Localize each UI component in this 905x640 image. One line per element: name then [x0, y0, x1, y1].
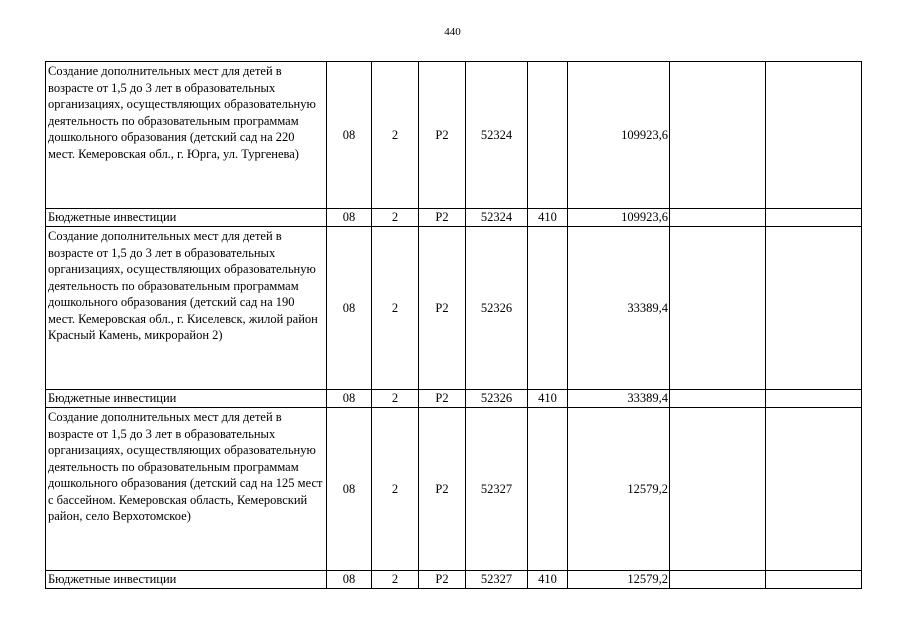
table-row: [46, 227, 862, 390]
empty-cell: [670, 209, 766, 227]
program-code: P2: [419, 62, 466, 209]
table-row: [46, 209, 862, 227]
section-code: 08: [327, 62, 372, 209]
page-number: 440: [444, 26, 461, 38]
row-description: Создание дополнительных мест для детей в возрасте от 1,5 до 3 лет в образовательных организациях, осуществляющих образовательную деятельность по образовательным программам дошкольного образования (детский сад на 190 мест. Кемеровская обл., г. Киселевск, жилой район Красный Камень, микрорайон 2): [46, 227, 327, 390]
budget-table: [45, 61, 862, 589]
empty-cell: [670, 408, 766, 571]
target-article-code: 52324: [466, 62, 528, 209]
empty-cell: [670, 62, 766, 209]
subsection-code: 2: [372, 62, 419, 209]
subsection-code: 2: [372, 227, 419, 390]
row-description: Бюджетные инвестиции: [46, 571, 327, 589]
amount-cell: 109923,6: [568, 62, 670, 209]
target-article-code: 52326: [466, 390, 528, 408]
section-code: 08: [327, 209, 372, 227]
section-code: 08: [327, 227, 372, 390]
empty-cell: [766, 571, 862, 589]
section-code: 08: [327, 390, 372, 408]
program-code: P2: [419, 408, 466, 571]
expense-type-code: [528, 62, 568, 209]
empty-cell: [766, 62, 862, 209]
row-description: Создание дополнительных мест для детей в возрасте от 1,5 до 3 лет в образовательных организациях, осуществляющих образовательную деятельность по образовательным программам дошкольного образования (детский сад на 220 мест. Кемеровская обл., г. Юрга, ул. Тургенева): [46, 62, 327, 209]
expense-type-code: 410: [528, 571, 568, 589]
empty-cell: [766, 408, 862, 571]
row-description: Бюджетные инвестиции: [46, 390, 327, 408]
table-row: [46, 571, 862, 589]
subsection-code: 2: [372, 408, 419, 571]
empty-cell: [670, 390, 766, 408]
expense-type-code: 410: [528, 390, 568, 408]
amount-cell: 33389,4: [568, 390, 670, 408]
target-article-code: 52326: [466, 227, 528, 390]
target-article-code: 52327: [466, 571, 528, 589]
subsection-code: 2: [372, 209, 419, 227]
table-row: [46, 390, 862, 408]
row-description: Бюджетные инвестиции: [46, 209, 327, 227]
expense-type-code: [528, 227, 568, 390]
empty-cell: [766, 390, 862, 408]
program-code: P2: [419, 227, 466, 390]
empty-cell: [670, 227, 766, 390]
empty-cell: [766, 209, 862, 227]
table-row: [46, 408, 862, 571]
amount-cell: 12579,2: [568, 571, 670, 589]
amount-cell: 33389,4: [568, 227, 670, 390]
section-code: 08: [327, 408, 372, 571]
amount-cell: 109923,6: [568, 209, 670, 227]
target-article-code: 52327: [466, 408, 528, 571]
table-row: [46, 62, 862, 209]
program-code: P2: [419, 209, 466, 227]
row-description: Создание дополнительных мест для детей в возрасте от 1,5 до 3 лет в образовательных организациях, осуществляющих образовательную деятельность по образовательным программам дошкольного образования (детский сад на 125 мест с бассейном. Кемеровская область, Кемеровский район, село Верхотомское): [46, 408, 327, 571]
empty-cell: [670, 571, 766, 589]
amount-cell: 12579,2: [568, 408, 670, 571]
program-code: P2: [419, 571, 466, 589]
program-code: P2: [419, 390, 466, 408]
subsection-code: 2: [372, 390, 419, 408]
subsection-code: 2: [372, 571, 419, 589]
expense-type-code: 410: [528, 209, 568, 227]
expense-type-code: [528, 408, 568, 571]
section-code: 08: [327, 571, 372, 589]
target-article-code: 52324: [466, 209, 528, 227]
empty-cell: [766, 227, 862, 390]
